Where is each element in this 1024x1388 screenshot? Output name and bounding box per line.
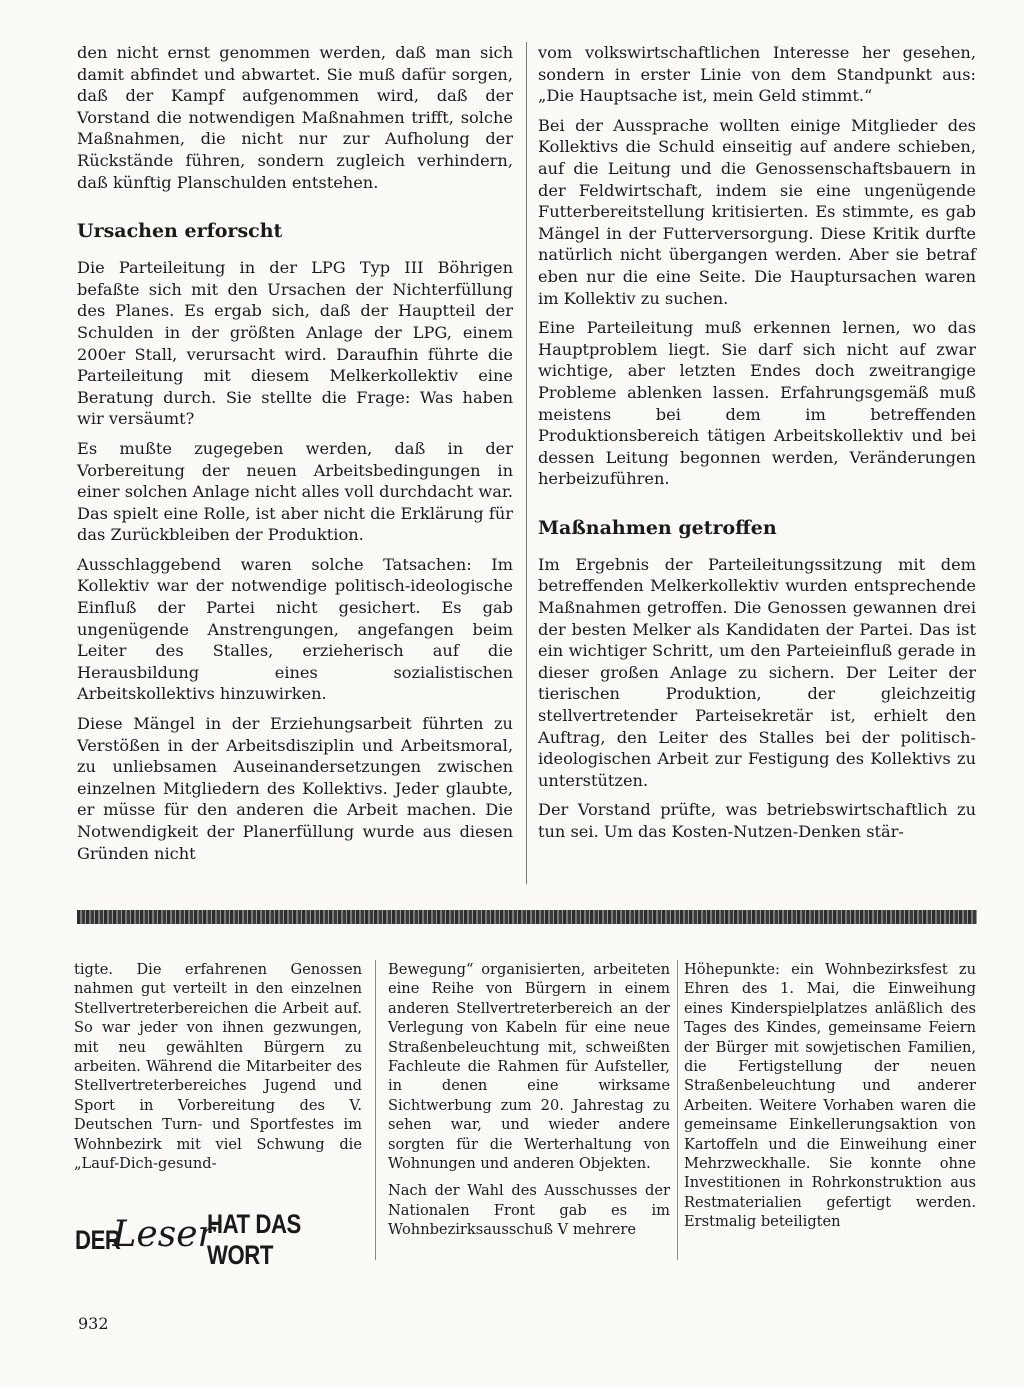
paragraph: Ausschlaggebend waren solche Tatsachen: Im Kollektiv war der notwendige politisch-ideologische Einfluß der Partei nicht gesichert. Es gab ungenügende Anstrengungen, angefangen beim Leiter des Stalles, erzieherisch auf die Herausbildung eines sozialistischen Arbeitskollektivs hinzuwirken. xyxy=(77,554,513,704)
paragraph: Diese Mängel in der Erziehungsarbeit führten zu Verstößen in der Arbeitsdisziplin und Arbeitsmoral, zu unliebsamen Auseinandersetzungen zwischen einzelnen Mitgliedern des Kollektivs. Jeder glaubte, er müsse für den anderen die Arbeit machen. Die Notwendigkeit der Planerfüllung wurde aus diesen Gründen nicht xyxy=(77,714,513,863)
letter-column-3 xyxy=(684,960,976,1240)
masthead-suffix: HAT DAS WORT xyxy=(206,1209,301,1270)
masthead-prefix: DER xyxy=(75,1224,121,1255)
paragraph: Der Vorstand prüfte, was betriebswirtschaftlich zu tun sei. Um das Kosten-Nutzen-Denken stär- xyxy=(538,800,976,841)
paragraph: den nicht ernst genommen werden, daß man sich damit abfindet und abwartet. Sie muß dafür sorgen, daß der Kampf aufgenommen wird, daß der Vorstand die notwendigen Maßnahmen trifft, solche Maßnahmen, die nicht nur zur Aufholung der Rückstände führen, sondern zugleich verhindern, daß künftig Planschulden entstehen. xyxy=(77,43,513,192)
page-number: 932 xyxy=(78,1314,109,1333)
paragraph: Nach der Wahl des Ausschusses der Nationalen Front gab es im Wohnbezirksausschuß V mehrere xyxy=(388,1182,670,1239)
section-heading: Ursachen erforscht xyxy=(77,220,283,243)
column-divider xyxy=(526,42,527,884)
paragraph: Höhepunkte: ein Wohnbezirksfest zu Ehren des 1. Mai, die Einweihung eines Kinderspielplatzes anläßlich des Tages des Kindes, gemeinsame Feiern der Bürger mit sowjetischen Familien, die Fertigstellung der neuen Straßenbeleuchtung und anderer Arbeiten. Weitere Vorhaben waren die gemeinsame Einkellerungsaktion von Kartoffeln und die Einweihung einer Mehrzweckhalle. Sie konnte ohne Investitionen in Rohrkonstruktion aus Restmaterialien gefertigt werden. Erstmalig beteiligten xyxy=(684,961,976,1231)
column-divider xyxy=(677,960,678,1260)
article-column-left xyxy=(77,42,513,872)
masthead-script-word: Leser xyxy=(112,1213,215,1255)
letter-column-2 xyxy=(388,960,670,1248)
paragraph: tigte. Die erfahrenen Genossen nahmen gut verteilt in den einzelnen Stellvertreterbereichen die Arbeit auf. So war jeder von ihnen gezwungen, mit neu gewählten Bürgern zu arbeiten. Während die Mitarbeiter des Stellvertreterbereiches Jugend und Sport in Vorbereitung des V. Deutschen Turn- und Sportfestes im Wohnbezirk mit viel Schwung die „Lauf-Dich-gesund- xyxy=(74,961,362,1173)
paragraph: Bewegung“ organisierten, arbeiteten eine Reihe von Bürgern in einem anderen Stellvertreterbereich an der Verlegung von Kabeln für eine neue Straßenbeleuchtung mit, schweißten Fachleute die Rahmen für Aufsteller, in denen eine wirksame Sichtwerbung zum 20. Jahrestag zu sehen war, und wieder andere sorgten für die Werterhaltung von Wohnungen und anderen Objekten. xyxy=(388,961,670,1173)
paragraph: Es mußte zugegeben werden, daß in der Vorbereitung der neuen Arbeitsbedingungen in einer solchen Anlage nicht alles voll durchdacht war. Das spielt eine Rolle, ist aber nicht die Erklärung für das Zurückbleiben der Produktion. xyxy=(77,438,513,545)
paragraph: vom volkswirtschaftlichen Interesse her gesehen, sondern in erster Linie von dem Standpunkt aus: „Die Hauptsache ist, mein Geld stimmt.“ xyxy=(538,43,976,106)
letter-column-1 xyxy=(74,960,362,1181)
column-divider xyxy=(375,960,376,1260)
paragraph: Eine Parteileitung muß erkennen lernen, wo das Hauptproblem liegt. Sie darf sich nicht auf zwar wichtige, aber letzten Endes doch zweitrangige Probleme ablenken lassen. Erfahrungsgemäß muß meistens bei dem im betreffenden Produktionsbereich tätigen Arbeitskollektiv und bei dessen Leitung begonnen werden, Veränderungen herbeizuführen. xyxy=(538,318,976,489)
decorative-rule xyxy=(77,910,977,924)
paragraph: Bei der Aussprache wollten einige Mitglieder des Kollektivs die Schuld einseitig auf andere schieben, auf die Leitung und die Genossenschaftsbauern in der Feldwirtschaft, indem sie eine ungenügende Futterbereitstellung kritisierten. Es stimmte, es gab Mängel in der Futterversorgung. Diese Kritik durfte natürlich nicht übergangen werden. Aber sie betraf eben nur die eine Seite. Die Hauptursachen waren im Kollektiv zu suchen. xyxy=(538,115,976,308)
paragraph: Im Ergebnis der Parteileitungssitzung mit dem betreffenden Melkerkollektiv wurden entsprechende Maßnahmen getroffen. Die Genossen gewannen drei der besten Melker als Kandidaten der Partei. Das ist ein wichtiger Schritt, um den Parteieinfluß gerade in dieser großen Anlage zu sichern. Der Leiter der tierischen Produktion, der gleichzeitig stellvertretender Parteisekretär ist, erhielt den Auftrag, den Leiter des Stalles bei der politisch-ideologischen Arbeit zur Festigung des Kollektivs zu unterstützen. xyxy=(538,554,976,790)
paragraph: Die Parteileitung in der LPG Typ III Böhrigen befaßte sich mit den Ursachen der Nichterfüllung des Planes. Es ergab sich, daß der Hauptteil der Schulden in der größten Anlage der LPG, einem 200er Stall, verursacht wird. Daraufhin führte die Parteileitung mit diesem Melkerkollektiv eine Beratung durch. Sie stellte die Frage: Was haben wir versäumt? xyxy=(77,258,513,429)
section-masthead xyxy=(75,1209,365,1270)
section-heading: Maßnahmen getroffen xyxy=(538,516,777,539)
article-column-right xyxy=(538,42,976,851)
